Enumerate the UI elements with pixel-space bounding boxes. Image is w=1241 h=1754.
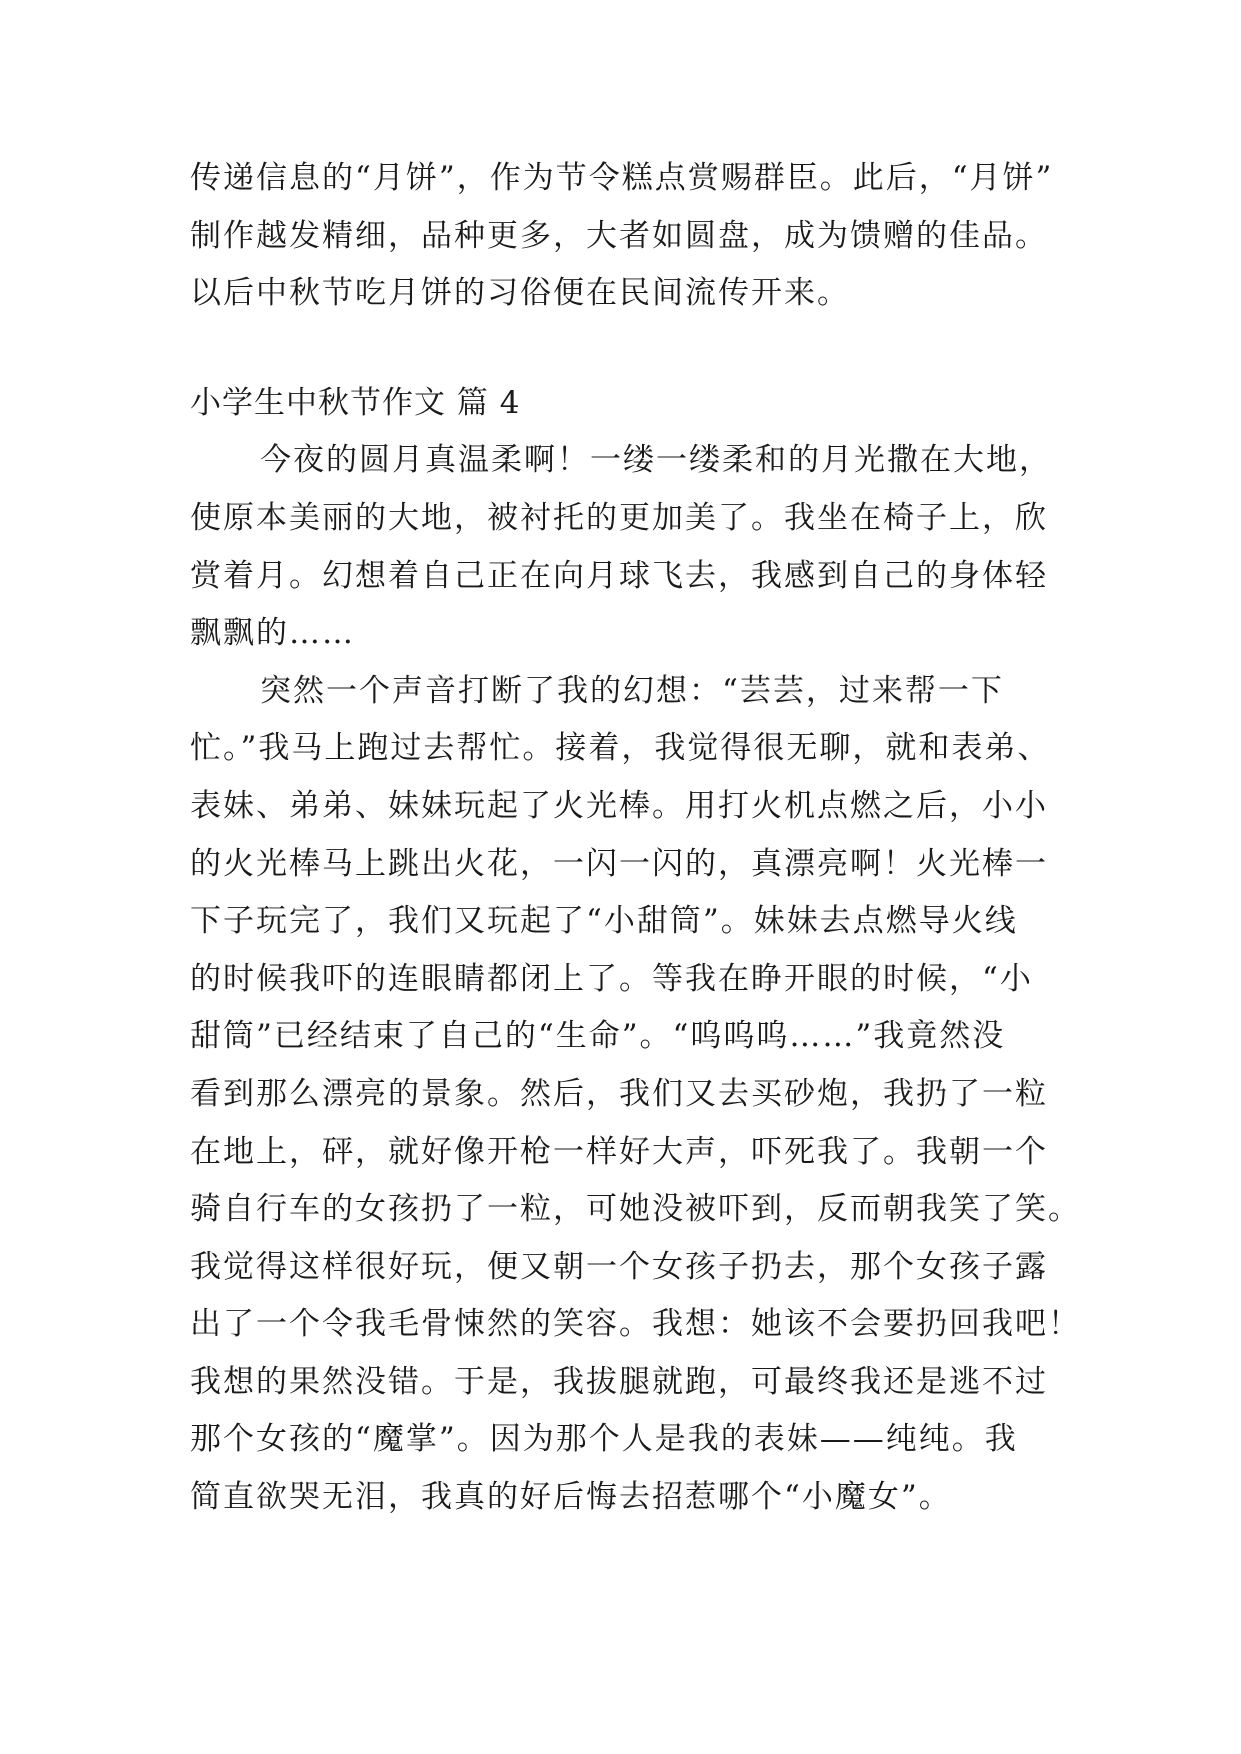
text-line: 我想的果然没错。于是，我拔腿就跑，可最终我还是逃不过 [190,1363,1048,1400]
text-line: 出了一个令我毛骨悚然的笑容。我想：她该不会要扔回我吧！ [190,1306,1081,1343]
text-line: 赏着月。幻想着自己正在向月球飞去，我感到自己的身体轻 [190,557,1048,594]
text-line: 甜筒”已经结束了自己的“生命”。“呜呜呜……”我竟然没 [190,1018,1006,1055]
paragraph-gap [190,323,1070,375]
document-page [190,150,1081,1527]
text-line: 制作越发精细，品种更多，大者如圆盘，成为馈赠的佳品。 [190,217,1048,254]
text-line: 今夜的圆月真温柔啊！一缕一缕柔和的月光撒在大地， [260,442,1052,479]
text-line: 骑自行车的女孩扔了一粒，可她没被吓到，反而朝我笑了笑。 [190,1191,1081,1228]
text-line: 表妹、弟弟、妹妹玩起了火光棒。用打火机点燃之后，小小 [190,787,1048,824]
text-line: 我觉得这样很好玩，便又朝一个女孩子扔去，那个女孩子露 [190,1248,1048,1285]
text-line: 简直欲哭无泪，我真的好后悔去招惹哪个“小魔女”。 [190,1479,952,1516]
text-line: 在地上，砰，就好像开枪一样好大声，吓死我了。我朝一个 [190,1133,1048,1170]
text-line: 的时候我吓的连眼睛都闭上了。等我在睁开眼的时候，“小 [190,960,1033,997]
intro-paragraph [190,150,1070,323]
text-line: 忙。”我马上跑过去帮忙。接着，我觉得很无聊，就和表弟、 [190,730,1051,767]
text-line: 使原本美丽的大地，被衬托的更加美了。我坐在椅子上，欣 [190,499,1048,536]
text-line: 传递信息的“月饼”，作为节令糕点赏赐群臣。此后，“月饼” [190,160,1054,196]
paragraph-1 [190,432,1070,662]
paragraph-2 [190,663,1081,1527]
text-line: 以后中秋节吃月饼的习俗便在民间流传开来。 [190,275,850,312]
section-heading: 小学生中秋节作文 篇 4 [190,384,521,421]
text-line: 看到那么漂亮的景象。然后，我们又去买砂炮，我扔了一粒 [190,1075,1048,1112]
text-line: 那个女孩的“魔掌”。因为那个人是我的表妹——纯纯。我 [190,1421,1018,1458]
text-line: 的火光棒马上跳出火花，一闪一闪的，真漂亮啊！火光棒一 [190,845,1048,882]
text-line: 突然一个声音打断了我的幻想：“芸芸，过来帮一下 [260,672,1004,709]
text-line: 下子玩完了，我们又玩起了“小甜筒”。妹妹去点燃导火线 [190,903,1018,940]
text-line: 飘飘的…… [190,615,355,652]
